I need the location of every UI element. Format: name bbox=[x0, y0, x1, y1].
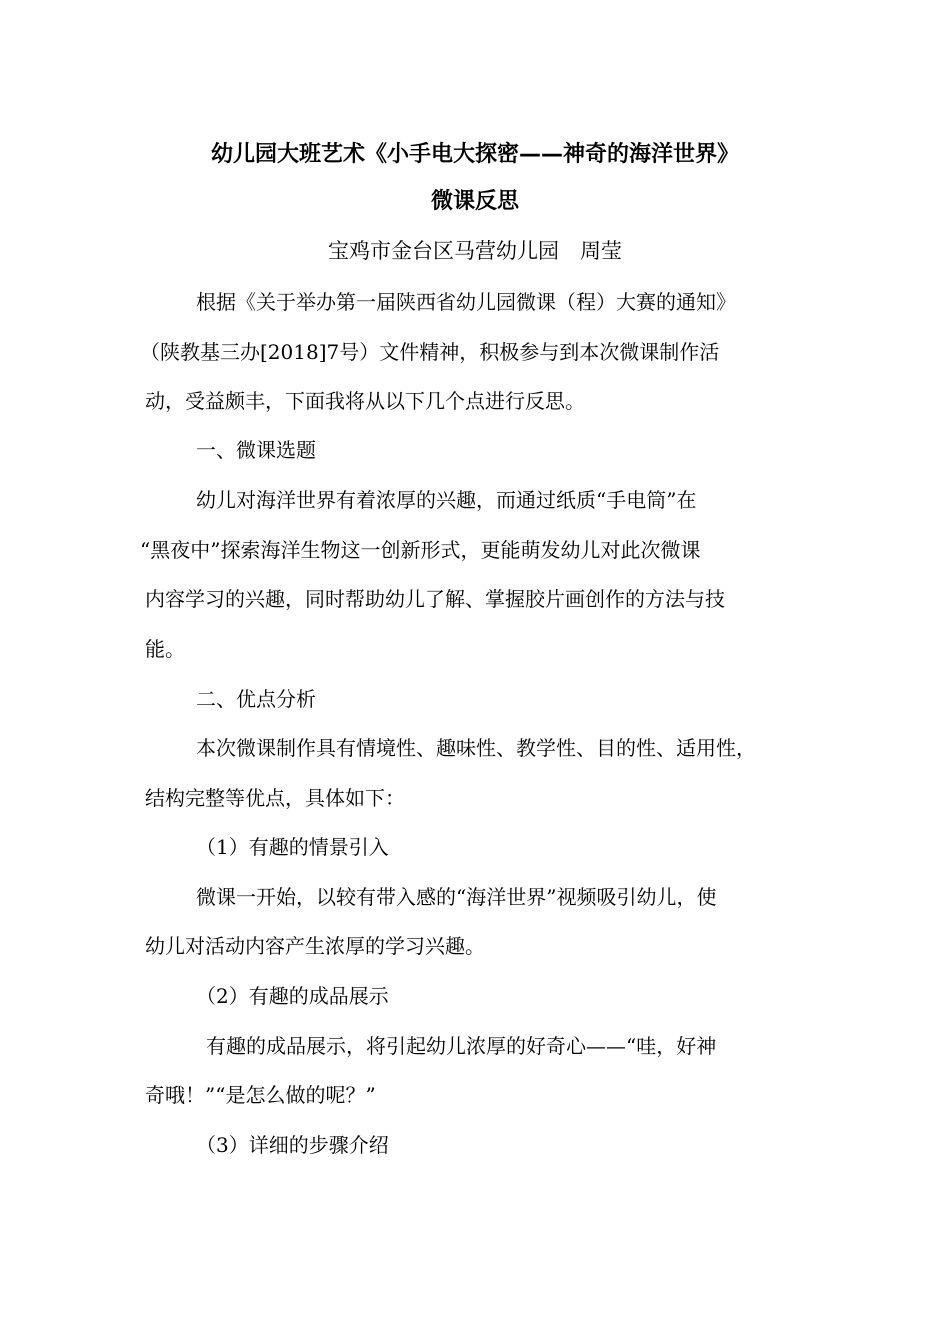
document-title: 幼儿园大班艺术《小手电大探密——神奇的海洋世界》 bbox=[210, 142, 739, 167]
subsection-heading: （1）有趣的情景引入 bbox=[196, 835, 389, 859]
subsection-heading: （2）有趣的成品展示 bbox=[196, 984, 389, 1008]
author-line: 宝鸡市金台区马营幼儿园 周莹 bbox=[328, 239, 622, 263]
paragraph-line: 动，受益颇丰，下面我将从以下几个点进行反思。 bbox=[145, 389, 585, 413]
paragraph-line: 幼儿对海洋世界有着浓厚的兴趣，而通过纸质“手电筒”在 bbox=[196, 488, 697, 512]
section-heading: 一、微课选题 bbox=[196, 438, 316, 462]
paragraph-line: 能。 bbox=[145, 637, 185, 661]
subsection-heading: （3）详细的步骤介绍 bbox=[196, 1133, 389, 1157]
paragraph-line: （陕教基三办[2018]7号）文件精神，积极参与到本次微课制作活 bbox=[140, 340, 720, 364]
paragraph-line: 奇哦！”“是怎么做的呢？” bbox=[145, 1083, 376, 1107]
paragraph-line: 微课一开始，以较有带入感的“海洋世界”视频吸引幼儿，使 bbox=[196, 885, 717, 909]
paragraph-line: 根据《关于举办第一届陕西省幼儿园微课（程）大赛的通知》 bbox=[196, 290, 736, 314]
paragraph-line: 结构完整等优点，具体如下： bbox=[145, 786, 405, 810]
section-heading: 二、优点分析 bbox=[196, 687, 316, 711]
paragraph-line: 幼儿对活动内容产生浓厚的学习兴趣。 bbox=[145, 934, 485, 958]
paragraph-line: “黑夜中”探索海洋生物这一创新形式，更能萌发幼儿对此次微课 bbox=[140, 538, 701, 562]
paragraph-line: 有趣的成品展示，将引起幼儿浓厚的好奇心——“哇，好神 bbox=[206, 1034, 717, 1058]
paragraph-line: 本次微课制作具有情境性、趣味性、教学性、目的性、适用性， bbox=[196, 736, 756, 760]
paragraph-line: 内容学习的兴趣，同时帮助幼儿了解、掌握胶片画创作的方法与技 bbox=[145, 587, 725, 611]
document-subtitle: 微课反思 bbox=[430, 189, 519, 214]
